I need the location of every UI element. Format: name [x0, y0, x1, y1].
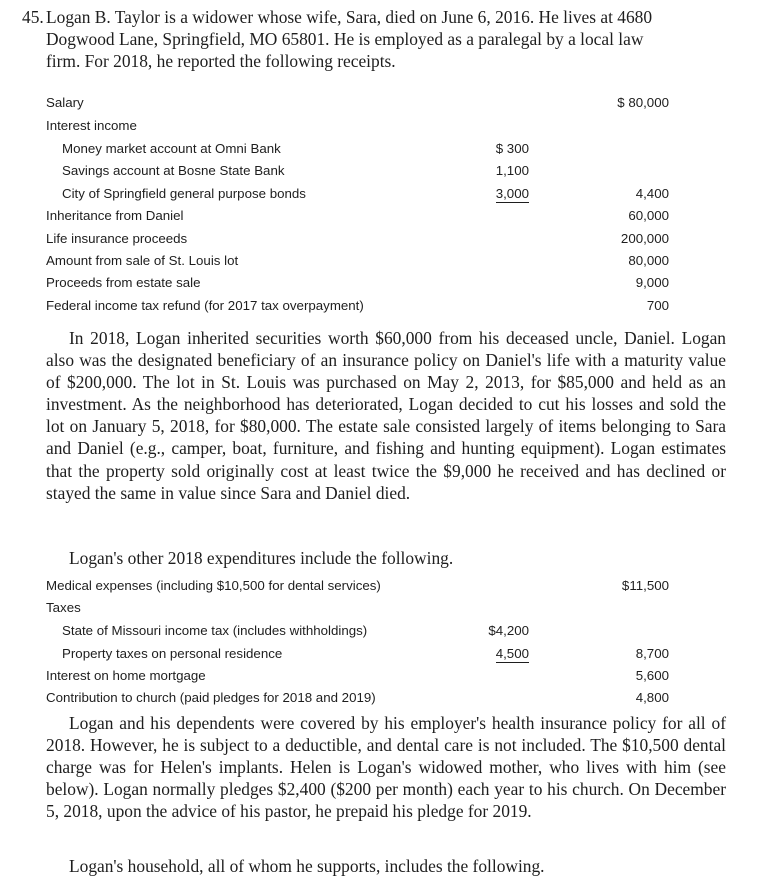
- table-row: [0, 95, 760, 115]
- row-total: 80,000: [628, 253, 669, 268]
- paragraph-expenditures-intro: Logan's other 2018 expenditures include the following.: [69, 548, 454, 568]
- table-row: [0, 208, 760, 228]
- row-amount: 1,100: [495, 163, 529, 178]
- row-amount: $ 300: [495, 141, 529, 156]
- table-row: [0, 600, 760, 620]
- paragraph-expenditures-explanation: Logan and his dependents were covered by his employer's health insurance policy for all of 2018. However, he is subject to a deductible, and dental care is not included. The $10,500 dental charge was for Helen's implants. Helen is Logan's widowed mother, who lives with him (see below). Logan normally pledges $2,400 ($200 per month) each year to his church. On December 5, 2018, upon the advice of his pastor, he prepaid his pledge for 2019.: [46, 713, 726, 822]
- row-label: Interest income: [46, 118, 137, 133]
- intro-line: firm. For 2018, he reported the following receipts.: [46, 51, 396, 72]
- row-total: 700: [646, 298, 669, 313]
- row-label: Medical expenses (including $10,500 for dental services): [46, 578, 381, 593]
- table-row: [0, 163, 760, 183]
- row-label: City of Springfield general purpose bonds: [62, 186, 306, 201]
- row-total: 8,700: [635, 646, 669, 661]
- table-row: [0, 690, 760, 710]
- row-label: Money market account at Omni Bank: [62, 141, 281, 156]
- table-row: [0, 118, 760, 138]
- row-amount: 3,000: [495, 186, 529, 201]
- row-label: Proceeds from estate sale: [46, 275, 201, 290]
- row-total: 5,600: [635, 668, 669, 683]
- row-total: 60,000: [628, 208, 669, 223]
- table-row: [0, 298, 760, 318]
- table-row: [0, 186, 760, 206]
- row-label: Federal income tax refund (for 2017 tax overpayment): [46, 298, 364, 313]
- row-label: Amount from sale of St. Louis lot: [46, 253, 239, 268]
- row-total: $ 80,000: [617, 95, 669, 110]
- row-label: State of Missouri income tax (includes withholdings): [62, 623, 368, 638]
- row-label: Property taxes on personal residence: [62, 646, 283, 661]
- row-label: Salary: [46, 95, 84, 110]
- table-row: [0, 253, 760, 273]
- table-row: [0, 231, 760, 251]
- paragraph-household-intro: Logan's household, all of whom he supports, includes the following.: [69, 856, 545, 876]
- row-label: Inheritance from Daniel: [46, 208, 184, 223]
- table-row: [0, 646, 760, 666]
- intro-line: Dogwood Lane, Springfield, MO 65801. He is employed as a paralegal by a local law: [46, 29, 644, 50]
- row-total: 4,800: [635, 690, 669, 705]
- table-row: [0, 141, 760, 161]
- table-row: [0, 275, 760, 295]
- paragraph-receipts-explanation: In 2018, Logan inherited securities worth $60,000 from his deceased uncle, Daniel. Logan also was the designated beneficiary of an insurance policy on Daniel's life with a maturity value of $200,000. The lot in St. Louis was purchased on May 2, 2013, for $85,000 and held as an investment. As the neighborhood has deteriorated, Logan decided to cut his losses and sold the lot on January 5, 2018, for $80,000. The estate sale consisted largely of items belonging to Sara and Daniel (e.g., camper, boat, furniture, and fishing and hunting equipment). Logan estimates that the property sold originally cost at least twice the $9,000 he received and has declined or stayed the same in value since Sara and Daniel died.: [46, 328, 726, 503]
- row-total: 4,400: [635, 186, 669, 201]
- row-label: Taxes: [46, 600, 81, 615]
- intro-line: Logan B. Taylor is a widower whose wife, Sara, died on June 6, 2016. He lives at 4680: [46, 7, 653, 27]
- row-total: 9,000: [635, 275, 669, 290]
- row-total: $11,500: [621, 578, 669, 593]
- table-row: [0, 578, 760, 598]
- table-row: [0, 623, 760, 643]
- row-total: 200,000: [620, 231, 669, 246]
- table-row: [0, 668, 760, 688]
- row-amount: $4,200: [488, 623, 529, 638]
- row-label: Interest on home mortgage: [46, 668, 206, 683]
- problem-intro: [22, 6, 726, 72]
- row-label: Life insurance proceeds: [46, 231, 188, 246]
- row-amount: 4,500: [495, 646, 529, 661]
- row-label: Savings account at Bosne State Bank: [62, 163, 285, 178]
- row-label: Contribution to church (paid pledges for 2018 and 2019): [46, 690, 376, 705]
- problem-number: 45.: [22, 7, 44, 27]
